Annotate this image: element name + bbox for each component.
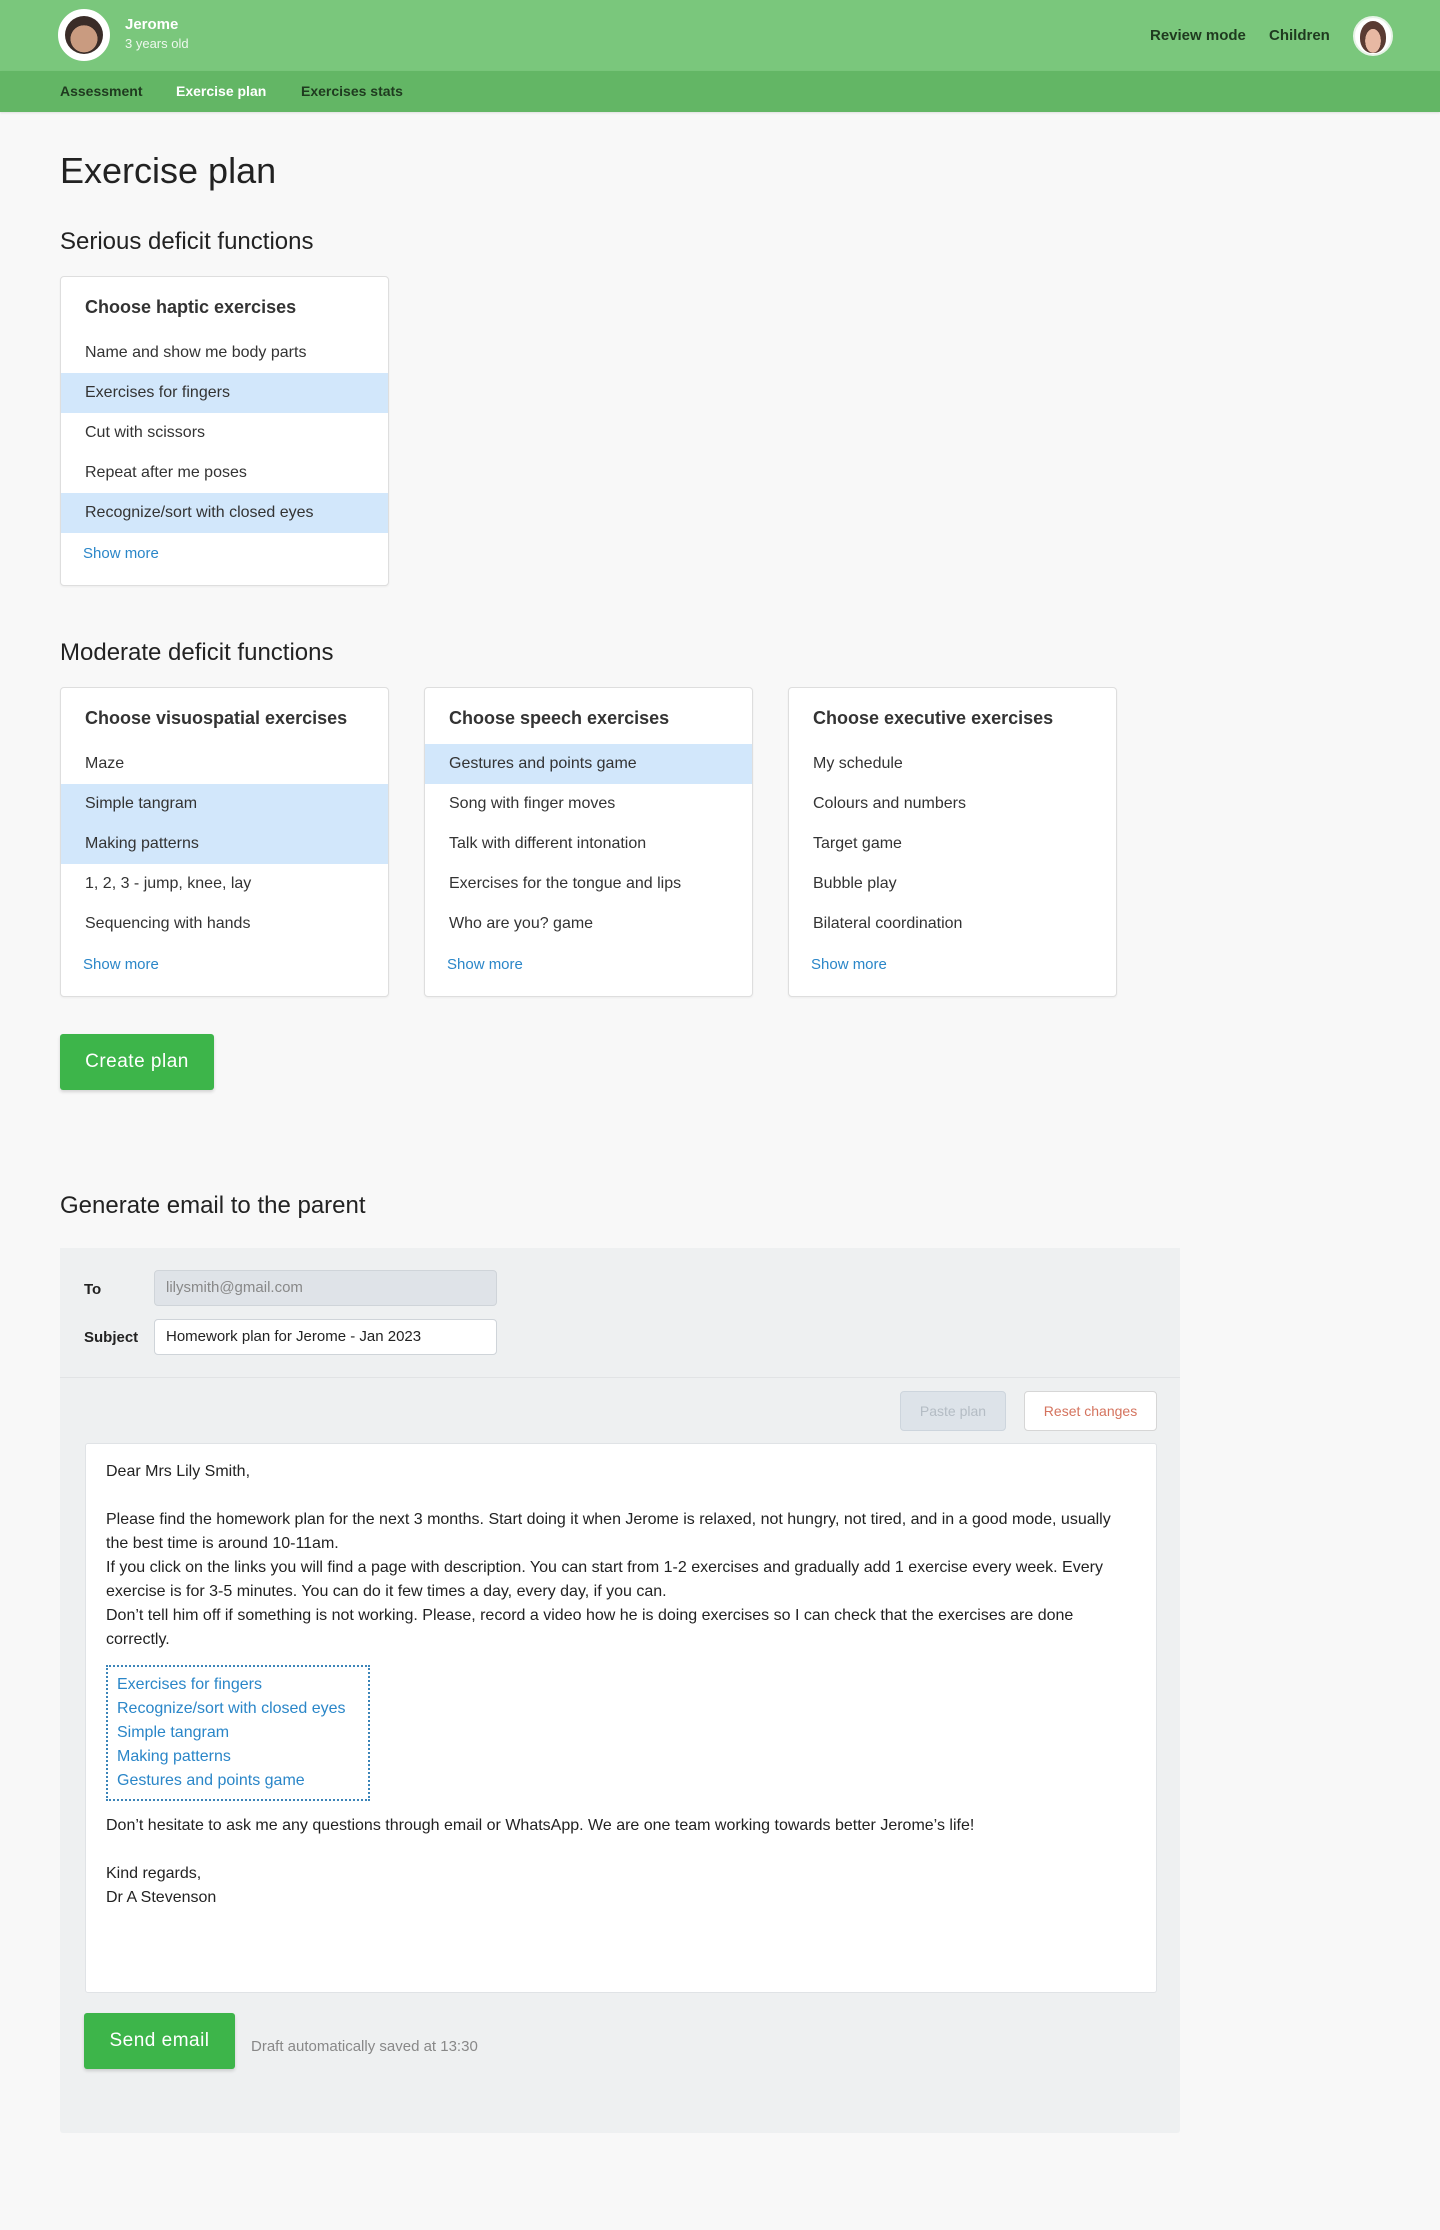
email-greeting: Dear Mrs Lily Smith, [106, 1463, 251, 1480]
user-photo-icon [1360, 21, 1386, 53]
card-title: Choose executive exercises [813, 708, 1054, 728]
exercise-links-block [106, 1665, 370, 1801]
exercise-link[interactable]: Gestures and points game [117, 1772, 305, 1789]
email-section-title: Generate email to the parent [60, 1192, 366, 1219]
subject-field[interactable]: Homework plan for Jerome - Jan 2023 [154, 1319, 497, 1355]
exercise-item[interactable]: My schedule [813, 755, 903, 772]
exercise-item[interactable]: Repeat after me poses [85, 464, 247, 481]
show-more-link[interactable]: Show more [811, 956, 887, 973]
tab-exercise-plan[interactable]: Exercise plan [176, 83, 267, 99]
exercise-item[interactable]: Target game [813, 835, 902, 852]
serious-deficit-title: Serious deficit functions [60, 228, 314, 255]
exercise-item[interactable]: Exercises for the tongue and lips [449, 875, 682, 892]
email-header [60, 1248, 1180, 1378]
subject-label: Subject [84, 1329, 139, 1346]
to-field[interactable]: lilysmith@gmail.com [154, 1270, 497, 1306]
exercise-item[interactable]: Name and show me body parts [85, 344, 307, 361]
exercise-item[interactable]: Simple tangram [61, 784, 388, 824]
exercise-item[interactable]: Who are you? game [449, 915, 594, 932]
to-label: To [84, 1281, 102, 1298]
tab-exercises-stats[interactable]: Exercises stats [301, 83, 403, 99]
email-paragraph: If you click on the links you will find a page with description. You can start from 1-2 exercises and gradually add 1 exercise every week. Every exercise is for 3-5 minutes. You can do it few times a day, every day, if you can. [106, 1559, 1103, 1600]
exercise-link[interactable]: Simple tangram [117, 1724, 230, 1741]
visuospatial-exercises-card [60, 687, 389, 997]
reset-changes-button[interactable]: Reset changes [1024, 1391, 1157, 1431]
executive-exercises-card [788, 687, 1117, 997]
email-signoff: Kind regards, [106, 1865, 202, 1882]
child-photo-icon [65, 16, 103, 54]
exercise-item[interactable]: Bilateral coordination [813, 915, 963, 932]
show-more-link[interactable]: Show more [447, 956, 523, 973]
haptic-exercises-card [60, 276, 389, 586]
draft-saved-status: Draft automatically saved at 13:30 [251, 2038, 478, 2055]
paste-plan-button[interactable]: Paste plan [900, 1391, 1006, 1431]
exercise-item[interactable]: Gestures and points game [425, 744, 752, 784]
child-name: Jerome [125, 16, 179, 33]
exercise-link[interactable]: Exercises for fingers [117, 1676, 262, 1693]
exercise-item[interactable]: Recognize/sort with closed eyes [61, 493, 388, 533]
email-body-editor[interactable] [85, 1443, 1157, 1993]
top-header [0, 0, 1440, 71]
moderate-deficit-title: Moderate deficit functions [60, 639, 334, 666]
user-avatar[interactable] [1353, 16, 1393, 56]
exercise-item[interactable]: Sequencing with hands [85, 915, 251, 932]
exercise-item[interactable]: Exercises for fingers [61, 373, 388, 413]
email-panel [60, 1248, 1180, 2133]
child-avatar[interactable] [58, 9, 110, 61]
exercise-item[interactable]: Talk with different intonation [449, 835, 647, 852]
exercise-item[interactable]: Song with finger moves [449, 795, 616, 812]
children-link[interactable]: Children [1269, 27, 1330, 44]
card-title: Choose visuospatial exercises [85, 708, 348, 728]
card-title: Choose speech exercises [449, 708, 670, 728]
exercise-item[interactable]: Bubble play [813, 875, 897, 892]
email-paragraph: Don’t tell him off if something is not working. Please, record a video how he is doing exercises so I can check that the exercises are done correctly. [106, 1607, 1074, 1648]
child-age: 3 years old [125, 36, 189, 51]
page-title: Exercise plan [60, 150, 277, 191]
card-title: Choose haptic exercises [85, 297, 297, 317]
exercise-item[interactable]: Cut with scissors [85, 424, 206, 441]
exercise-item[interactable]: Colours and numbers [813, 795, 966, 812]
exercise-link[interactable]: Making patterns [117, 1748, 231, 1765]
review-mode-link[interactable]: Review mode [1150, 27, 1246, 44]
send-email-button[interactable]: Send email [84, 2013, 235, 2069]
exercise-item[interactable]: Making patterns [61, 824, 388, 864]
sub-navigation [0, 71, 1440, 112]
exercise-link[interactable]: Recognize/sort with closed eyes [117, 1700, 346, 1717]
email-signature: Dr A Stevenson [106, 1889, 217, 1906]
exercise-item[interactable]: 1, 2, 3 - jump, knee, lay [85, 875, 252, 892]
speech-exercises-card [424, 687, 753, 997]
show-more-link[interactable]: Show more [83, 956, 159, 973]
tab-assessment[interactable]: Assessment [60, 83, 143, 99]
exercise-item[interactable]: Maze [85, 755, 125, 772]
show-more-link[interactable]: Show more [83, 545, 159, 562]
create-plan-button[interactable]: Create plan [60, 1034, 214, 1090]
email-paragraph: Please find the homework plan for the next 3 months. Start doing it when Jerome is relaxed, not hungry, not tired, and in a good mode, usually the best time is around 10-11am. [106, 1511, 1111, 1552]
email-paragraph: Don’t hesitate to ask me any questions through email or WhatsApp. We are one team working towards better Jerome’s life! [106, 1817, 975, 1834]
